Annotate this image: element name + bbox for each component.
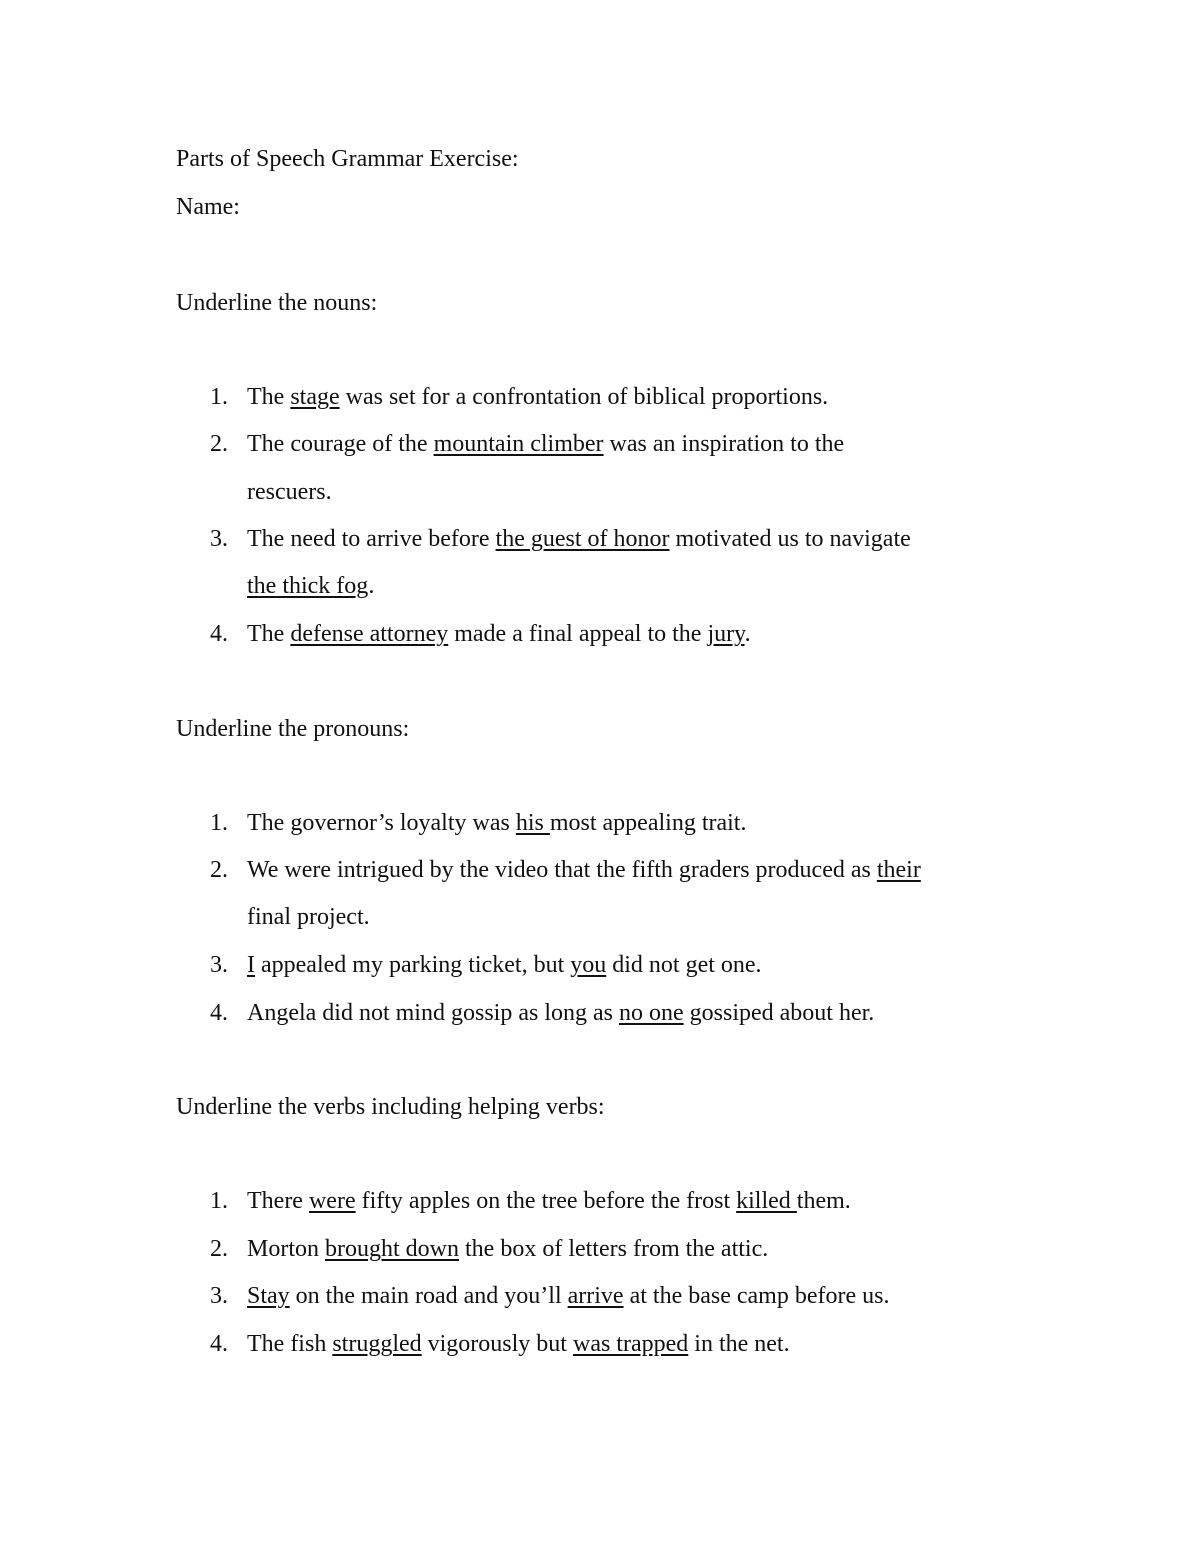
list-item-number: 3. <box>210 526 228 552</box>
underlined-answer: struggled <box>332 1331 422 1357</box>
underlined-answer: the guest of honor <box>495 526 670 552</box>
list-item-text: final project. <box>247 904 370 930</box>
list-item-number: 1. <box>210 1188 228 1214</box>
list-item-number: 1. <box>210 384 228 410</box>
underlined-answer: was trapped <box>572 1331 689 1357</box>
underlined-answer: the thick fog <box>247 573 369 599</box>
underlined-answer: their <box>876 857 921 883</box>
underlined-answer: arrive <box>567 1283 624 1309</box>
list-item-text: The fish struggled vigorously but was trapped in the net. <box>247 1331 790 1357</box>
underlined-answer: brought down <box>325 1236 459 1262</box>
list-item-text: the thick fog. <box>247 573 375 599</box>
list-item-text: The stage was set for a confrontation of biblical proportions. <box>247 384 829 410</box>
list-item-text: The governor’s loyalty was his most appealing trait. <box>247 810 747 836</box>
list-item-text: rescuers. <box>247 479 332 505</box>
list-item-number: 1. <box>210 810 228 836</box>
section-heading: Underline the pronouns: <box>176 716 410 742</box>
list-item-number: 4. <box>210 621 228 647</box>
underlined-answer: defense attorney <box>290 621 449 647</box>
list-item-number: 2. <box>210 431 228 457</box>
page-title: Parts of Speech Grammar Exercise: <box>176 146 519 172</box>
list-item-text: There were fifty apples on the tree before the frost killed them. <box>247 1188 851 1214</box>
list-item-number: 3. <box>210 952 228 978</box>
underlined-answer: his <box>515 810 550 836</box>
underlined-answer: were <box>308 1188 356 1214</box>
list-item-text: Angela did not mind gossip as long as no one gossiped about her. <box>247 1000 875 1026</box>
underlined-answer: Stay <box>247 1283 290 1309</box>
list-item-text: We were intrigued by the video that the fifth graders produced as their <box>247 857 921 883</box>
list-item-text: The defense attorney made a final appeal to the jury. <box>247 621 751 647</box>
underlined-answer: no one <box>618 1000 684 1026</box>
section-heading: Underline the verbs including helping verbs: <box>176 1094 605 1120</box>
underlined-answer: killed <box>736 1188 797 1214</box>
list-item-text: Stay on the main road and you’ll arrive at the base camp before us. <box>247 1283 890 1309</box>
list-item-text: The courage of the mountain climber was an inspiration to the <box>247 431 845 457</box>
list-item-number: 4. <box>210 1331 228 1357</box>
underlined-answer: stage <box>290 384 340 410</box>
list-item-number: 2. <box>210 1236 228 1262</box>
list-item-number: 4. <box>210 1000 228 1026</box>
underlined-answer: you <box>570 952 607 978</box>
list-item-number: 3. <box>210 1283 228 1309</box>
list-item-text: The need to arrive before the guest of honor motivated us to navigate <box>247 526 911 552</box>
underlined-answer: mountain climber <box>433 431 604 457</box>
underlined-answer: I <box>247 952 255 978</box>
list-item-text: I appealed my parking ticket, but you did not get one. <box>247 952 762 978</box>
underlined-answer: jury <box>707 621 745 647</box>
list-item-text: Morton brought down the box of letters from the attic. <box>247 1236 769 1262</box>
section-heading: Underline the nouns: <box>176 290 378 316</box>
list-item-number: 2. <box>210 857 228 883</box>
name-label: Name: <box>176 194 240 220</box>
